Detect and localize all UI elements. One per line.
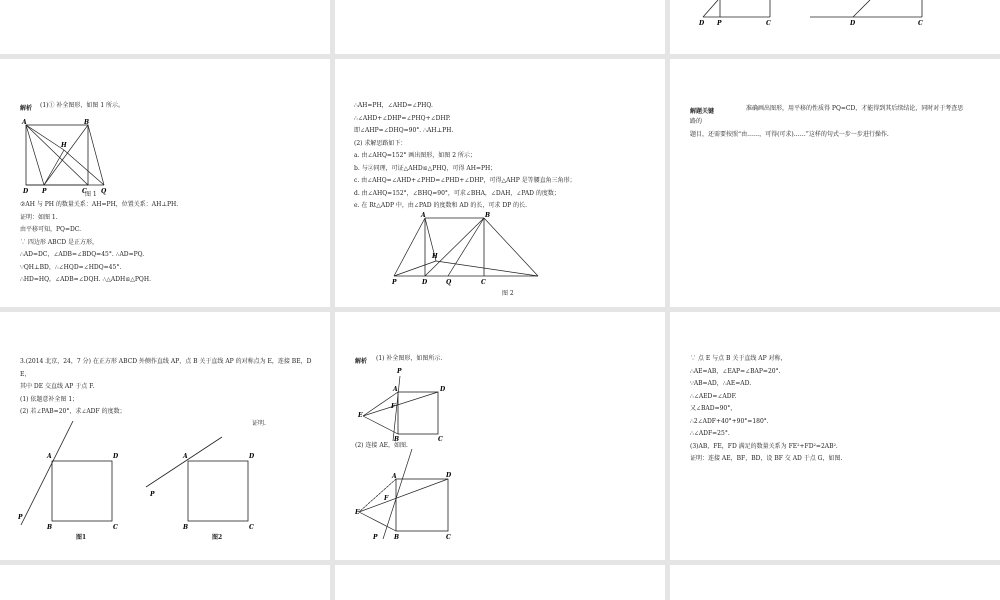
slide-9[interactable]	[670, 312, 1000, 560]
problem-3-text: 3.(2014 北京，24，7 分) 在正方形 ABCD 外侧作直线 AP，点 B 关于直线 AP 的对称点为 E，连接 BE，D E， 其中 DE 交直线 AP 于点 F. (1) 依题意补全图 1； (2) 若∠PAB=20°，求∠ADF 的度数；	[20, 358, 312, 415]
figure-1-caption: 图 1	[85, 191, 97, 198]
slide-12[interactable]	[670, 565, 1000, 600]
key-point-heading: 解题关键	[690, 108, 715, 115]
slide-3[interactable]	[670, 0, 1000, 54]
label-B: B	[183, 524, 189, 531]
label-D: D	[23, 188, 29, 195]
label-C: C	[766, 20, 771, 27]
label-A: A	[47, 453, 52, 460]
label-B: B	[84, 119, 90, 126]
slide-4-intro: (1)① 补全图形，如图 1 所示。	[40, 102, 125, 109]
label-D: D	[249, 453, 255, 460]
slide-2[interactable]	[335, 0, 665, 54]
slide-6-line-1: 准确画出图形，用平移的性质得 PQ=CD，才能得到其后续结论，同时对于考查思	[746, 105, 964, 112]
label-B: B	[394, 436, 400, 443]
slide-10[interactable]	[0, 565, 330, 600]
slide-8[interactable]	[335, 312, 665, 560]
label-F: F	[391, 403, 396, 410]
label-C: C	[446, 534, 451, 541]
label-D: D	[850, 20, 856, 27]
slide-4-body: ②AH 与 PH 的数量关系：AH=PH，位置关系：AH⊥PH. 证明：如图 1. 由平移可知，PQ=DC. ∵ 四边形 ABCD 是正方形， ∴AD=DC，∠ADB=∠BDQ=45°. ∴AD=PQ. ∵QH⊥BD，∴∠HQD=∠HDQ=45°. ∴HD=HQ，∠ADB=∠DQH. ∴△ADH≌△PQH.	[20, 201, 179, 283]
label-P: P	[42, 188, 47, 195]
label-E: E	[355, 509, 360, 516]
square-figure-1	[15, 417, 125, 537]
figure-1	[20, 119, 115, 194]
label-A: A	[393, 386, 398, 393]
label-D: D	[422, 279, 428, 286]
label-F: F	[384, 495, 389, 502]
label-P: P	[150, 491, 155, 498]
label-D: D	[440, 386, 446, 393]
label-B: B	[47, 524, 53, 531]
label-H: H	[61, 142, 67, 149]
label-A: A	[392, 473, 397, 480]
solution-figure-2	[355, 447, 475, 547]
label-C: C	[249, 524, 254, 531]
top-figure-right	[810, 0, 940, 30]
label-E: E	[358, 412, 363, 419]
label-D: D	[446, 472, 452, 479]
label-P: P	[397, 368, 402, 375]
slide-6[interactable]	[670, 59, 1000, 307]
solution-heading: 解析	[355, 358, 368, 365]
label-C: C	[481, 279, 486, 286]
slide-7[interactable]	[0, 312, 330, 560]
label-A: A	[22, 119, 27, 126]
label-C: C	[438, 436, 443, 443]
label-D: D	[113, 453, 119, 460]
solution-line-2: (2) 连接 AE，如图.	[355, 442, 408, 449]
solution-line-1: (1) 补全图形，如图所示.	[376, 355, 443, 362]
slide-9-body: ∵ 点 E 与点 B 关于直线 AP 对称， ∴AE=AB，∠EAP=∠BAP=20°. ∵AB=AD，∴AE=AD. ∴∠AED=∠ADF. 又∠BAD=90°， ∴2∠ADF+40°+90°=180°. ∴∠ADF=25°. (3)AB，FE，FD 满足的数量关系为 FE²+FD²=2AB². 证明：连接 AE，BF，BD，设 BF 交 AD 于点 G，如图.	[690, 355, 843, 462]
square-figure-2-caption: 图2	[212, 534, 223, 541]
label-A: A	[421, 212, 426, 219]
top-figure-left	[698, 0, 788, 30]
label-Q: Q	[446, 279, 452, 286]
slide-5[interactable]	[335, 59, 665, 307]
slide-4[interactable]	[0, 59, 330, 307]
label-C: C	[82, 188, 87, 195]
label-A: A	[183, 453, 188, 460]
label-C: C	[918, 20, 923, 27]
square-figure-2	[140, 417, 270, 537]
figure-2-caption: 图 2	[502, 290, 514, 297]
label-D: D	[699, 20, 705, 27]
label-H: H	[432, 253, 438, 260]
square-figure-1-caption: 图1	[76, 534, 87, 541]
label-B: B	[394, 534, 400, 541]
section-heading: 解析	[20, 105, 33, 112]
slide-1[interactable]	[0, 0, 330, 54]
solution-figure-1	[355, 368, 475, 445]
slide-6-body: 路的 题目，还需要按照“由……，可得(可求)……”这样的句式一步一步进行操作.	[690, 118, 889, 138]
figure-2	[390, 214, 540, 284]
slide-5-body: ∴AH=PH，∠AHD=∠PHQ. ∴∠AHD+∠DHP=∠PHQ+∠DHP. 即∠AHP=∠DHQ=90°. ∴AH⊥PH. (2) 求解思路如下： a. 由∠AHQ=152° 画出图形，如图 2 所示； b. 与②同理，可证△AHD≌△PHQ，可得 AH=PH； c. 由∠AHQ=∠AHD+∠PHD=∠PHD+∠DHP，可得△AHP 是等腰直角三角形； d. 由∠AHQ=152°，∠BHQ=90°，可求∠BHA，∠DAH，∠PAD 的度数； e. 在 Rt△ADP 中，由∠PAD 的度数和 AD 的长，可求 DP 的长.	[354, 102, 576, 209]
label-P: P	[373, 534, 378, 541]
slide-11[interactable]	[335, 565, 665, 600]
label-P: P	[717, 20, 722, 27]
label-B: B	[485, 212, 491, 219]
label-Q: Q	[101, 188, 107, 195]
label-P: P	[18, 514, 23, 521]
label-C: C	[113, 524, 118, 531]
label-P: P	[392, 279, 397, 286]
problem-3-note: 证明.	[252, 420, 266, 427]
